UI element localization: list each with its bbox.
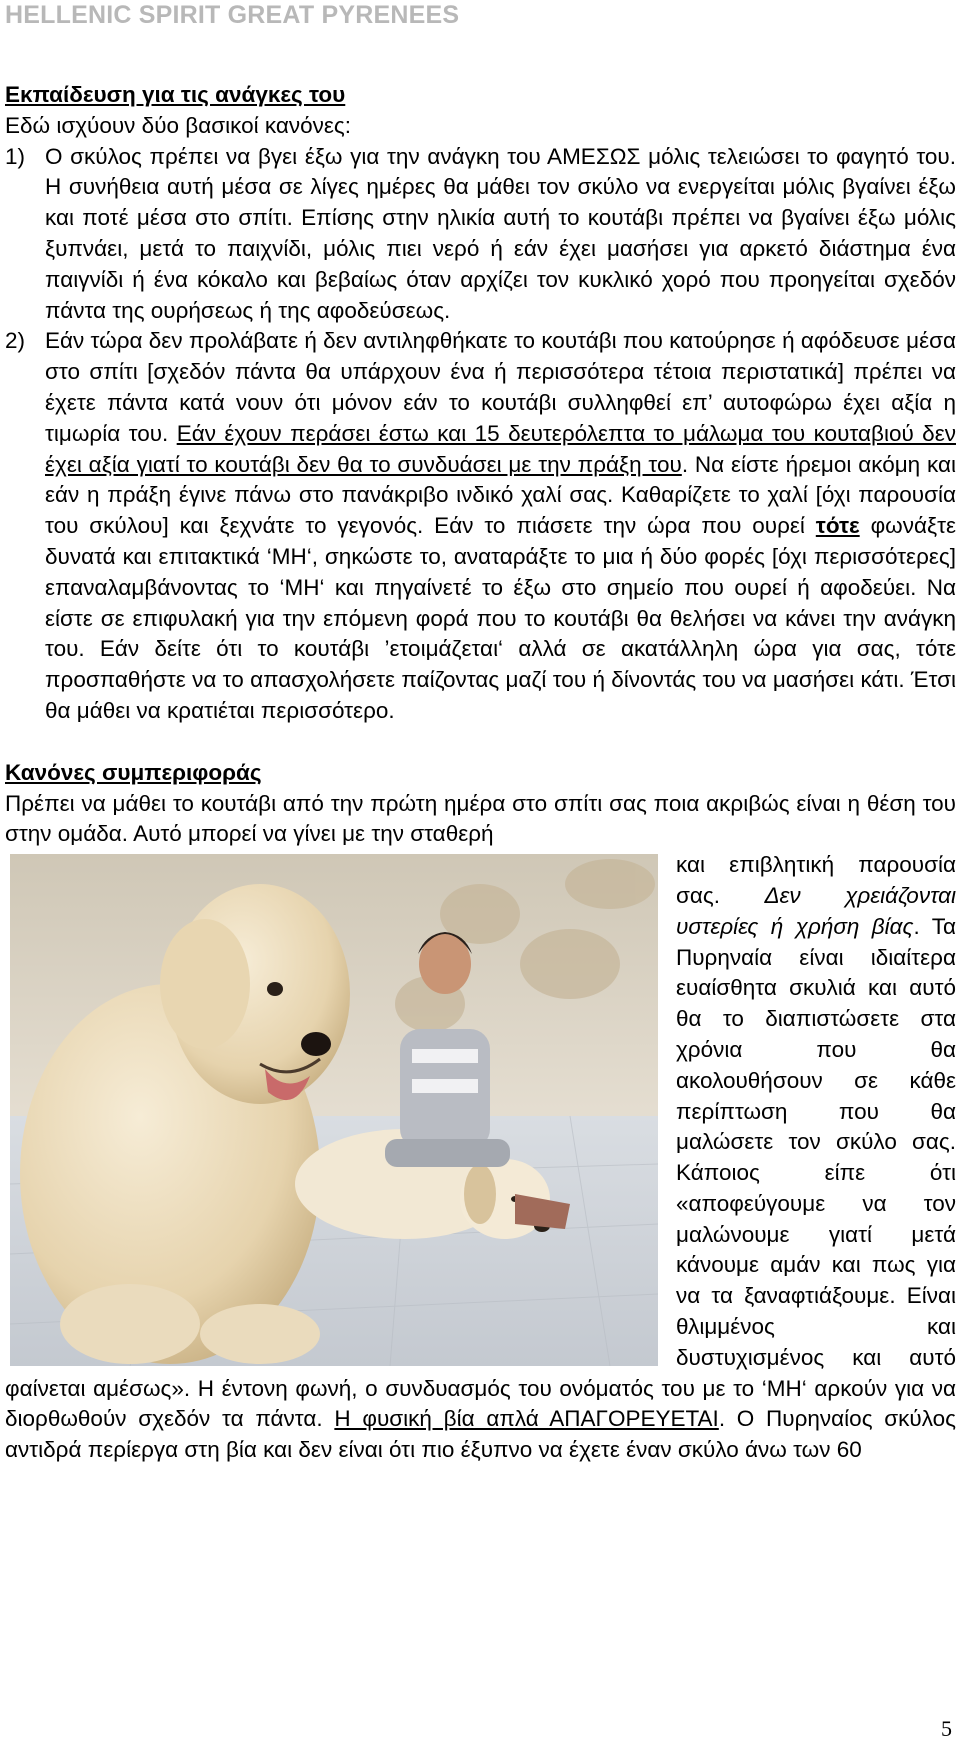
section-heading-behaviour: Κανόνες συμπεριφοράς bbox=[5, 759, 262, 785]
bold-emphasis: τότε bbox=[815, 513, 860, 539]
rule-text: Ο σκύλος πρέπει να βγει έξω για την ανάγκη του ΑΜΕΣΩΣ μόλις τελειώσει το φαγητό του. Η συνήθεια αυτή μέσα σε λίγες ημέρες θα μάθει τον σκύλο να ενεργείται μόλις βγαίνει έξω και ποτέ μέσα στο σπίτι. Επίσης στην ηλικία αυτή το κουτάβι πρέπει να βγαίνει έξω μόλις ξυπνάει, μετά το παιχνίδι, μόλις πιει νερό ή εάν έχει μασήσει για αρκετό διάστημα ένα παιγνίδι ή ένα κόκαλο και βεβαίως όταν αρχίζει τον κυκλικό χορό που προηγείται σχεδόν πάντα της ουρήσεως ή της αφοδεύσεως. bbox=[45, 143, 956, 323]
section-intro: Εδώ ισχύουν δύο βασικοί κανόνες: bbox=[5, 112, 351, 138]
page-content bbox=[5, 80, 956, 1466]
rules-list bbox=[5, 142, 956, 727]
list-item bbox=[5, 142, 956, 327]
underlined-emphasis: Εάν έχουν περάσει έστω και 15 δευτερόλεπτα το μάλωμα του κουταβιού δεν έχει αξία γιατί το κουτάβι δεν θα το συνδυάσει με την πράξη του bbox=[45, 420, 956, 477]
rule-text-part: Εάν τώρα δεν προλάβατε ή δεν αντιληφθήκατε το κουτάβι που κατούρησε ή αφόδευσε μέσα στο σπίτι [σχεδόν πάντα θα υπάρχουν ένα ή περισσότερα τέτοια περιστατικά] πρέπει να έχετε πάντα κατά νουν ότι μόνον εάν το κουτάβι συλληφθεί επ’ αυτοφώρω έχει αξία η τιμωρία του. bbox=[45, 328, 956, 446]
underlined-emphasis: Η φυσική βία απλά ΑΠΑΓΟΡΕΥΕΤΑΙ bbox=[334, 1406, 719, 1432]
paragraph-part: . Τα Πυρηναία είναι ιδιαίτερα ευαίσθητα σκυλιά και αυτό θα το διαπιστώσετε στα χρόνια που θα ακολουθήσουν σε κάθε περίπτωση που θα μαλώσετε τον σκύλο σας. Κάποιος είπε ότι «αποφεύγουμε να τον μαλώνουμε γιατί μετά κάνουμε αμάν και πως για να τα ξαναφτιάξουμε. Είναι θλιμμένος και δυστυχισμένος και αυτό φαίνεται αμέσως». Η έντονη φωνή, ο συνδυασμός του ονόματός του με το ‘ΜΗ‘ αρκούν για να διορθωθούν σχεδόν τα πάντα. bbox=[5, 913, 956, 1432]
paragraph-part: . Ο Πυρηναίος σκύλος αντιδρά περίεργα στη βία και δεν είναι ότι πιο έξυπνο να έχετε έναν σκύλο άνω των 60 bbox=[5, 1406, 956, 1463]
rule-text bbox=[45, 326, 956, 726]
list-item bbox=[5, 326, 956, 726]
list-number: 1) bbox=[5, 143, 26, 169]
list-number: 2) bbox=[5, 328, 26, 354]
section-intro: Πρέπει να μάθει το κουτάβι από την πρώτη ημέρα στο σπίτι σας ποια ακριβώς είναι η θέση του στην ομάδα. Αυτό μπορεί να γίνει με την σταθερή bbox=[5, 790, 956, 847]
rule-text-part: φωνάξτε δυνατά και επιτακτικά ‘ΜΗ‘, σηκώστε το, αναταράξτε το μια ή δύο φορές [όχι περισσότερες] επαναλαμβάνοντας το ‘ΜΗ‘ και πηγαίνετέ το έξω στο σημείο που ουρεί ή αφοδεύει. Να είστε σε επιφυλακή για την επόμενη φορά που το κουτάβι θα θελήσει να κάνει την ανάγκη του. Εάν δείτε ότι το κουτάβι ’ετοιμάζεται‘ αλλά σε ακατάλληλη ώρα για σας, τότε προσπαθήστε να το απασχολήσετε παίζοντας μαζί του ή δίνοντάς του να μασήσει κάτι. Έτσι θα μάθει να κρατιέται περισσότερο. bbox=[45, 513, 956, 723]
paragraph-part: και επιβλητική παρουσία σας. bbox=[676, 852, 956, 908]
section-heading-toilet-training: Εκπαίδευση για τις ανάγκες του bbox=[5, 82, 346, 107]
rule-text-part: . Να είστε ήρεμοι ακόμη και εάν η πράξη έγινε πάνω στο πανάκριβο ινδικό χαλί σας. Καθαρίζετε το χαλί [όχι παρουσία του σκύλου] και ξεχνάτε το γεγονός. Εάν το πιάσετε την ώρα που ουρεί bbox=[45, 451, 956, 539]
dog-photo bbox=[10, 854, 658, 1366]
italic-emphasis: Δεν χρειάζονται υστερίες ή χρήση βίας bbox=[676, 882, 956, 939]
running-header: HELLENIC SPIRIT GREAT PYRENEES bbox=[5, 1, 460, 29]
page-number: 5 bbox=[941, 1716, 952, 1741]
